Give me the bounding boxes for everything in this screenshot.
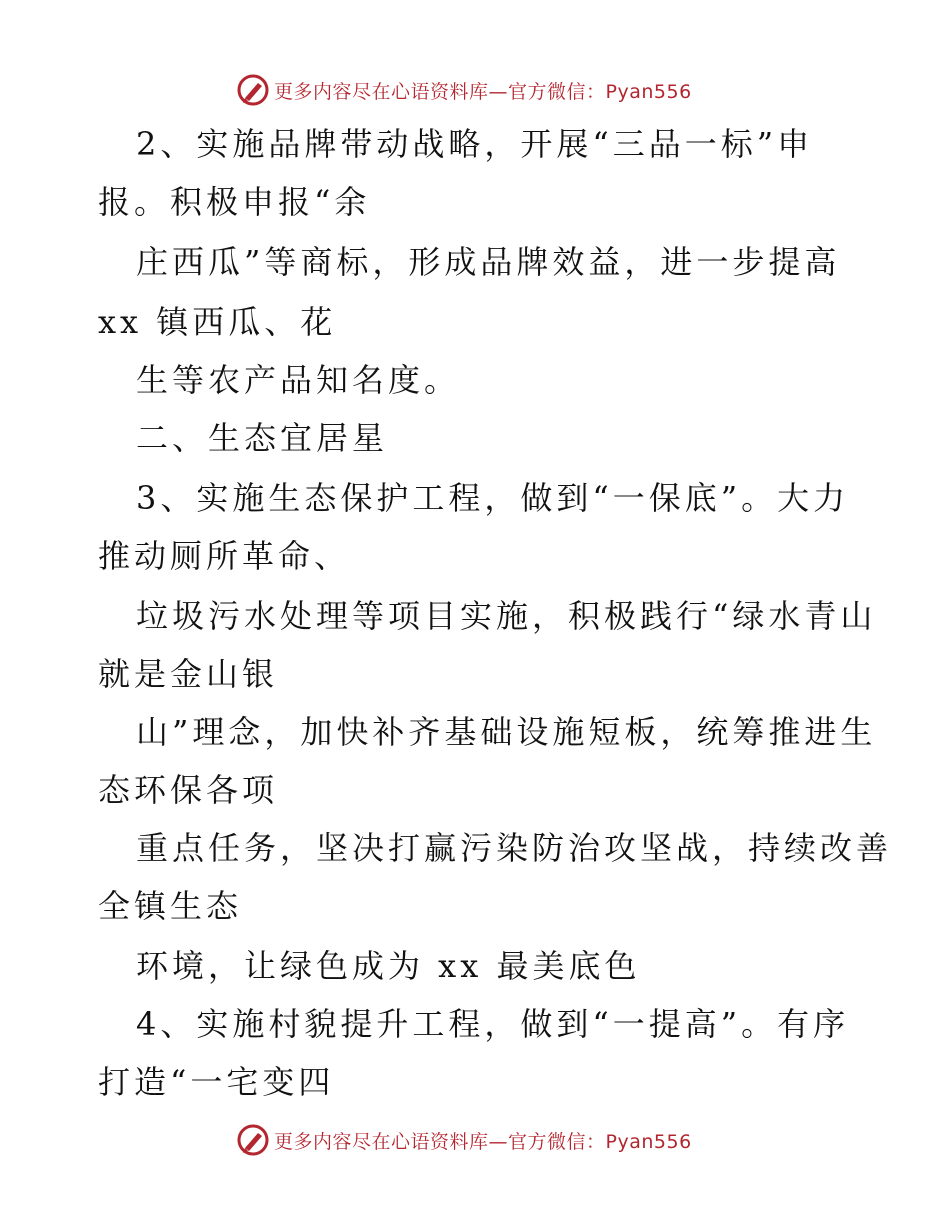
document-line: 打造“一宅变四 bbox=[98, 1063, 335, 1101]
pen-logo-icon bbox=[236, 73, 270, 107]
section-heading: 二、生态宜居星 bbox=[136, 419, 389, 457]
footer-banner-text bbox=[274, 1127, 692, 1154]
document-line: 2、实施品牌带动战略，开展“三品一标”申 bbox=[136, 125, 814, 163]
document-line: 生等农产品知名度。 bbox=[136, 361, 461, 399]
document-line: 山”理念，加快补齐基础设施短板，统筹推进生 bbox=[136, 713, 877, 751]
footer-banner-title: 更多内容尽在心语资料库 bbox=[274, 1130, 489, 1153]
document-line: 全镇生态 bbox=[98, 887, 243, 925]
footer-watermark-banner bbox=[236, 1122, 692, 1158]
document-line: 态环保各项 bbox=[98, 771, 279, 809]
document-line: 4、实施村貌提升工程，做到“一提高”。有序 bbox=[136, 1005, 850, 1043]
pen-logo-icon bbox=[236, 1123, 270, 1157]
footer-banner-separator: — bbox=[488, 1130, 509, 1153]
header-banner-text bbox=[274, 77, 692, 104]
header-wechat-id: Pyan556 bbox=[605, 80, 692, 103]
document-line: 庄西瓜”等商标，形成品牌效益，进一步提高 bbox=[136, 243, 841, 281]
header-banner-title: 更多内容尽在心语资料库 bbox=[274, 80, 489, 103]
header-banner-separator: — bbox=[488, 80, 509, 103]
document-line: 3、实施生态保护工程，做到“一保底”。大力 bbox=[136, 479, 850, 517]
header-official-label: 官方微信： bbox=[508, 80, 606, 103]
footer-official-label: 官方微信： bbox=[508, 1130, 606, 1153]
document-line: 环境，让绿色成为 xx 最美底色 bbox=[136, 947, 641, 985]
document-line: 就是金山银 bbox=[98, 655, 279, 693]
document-line: 推动厕所革命、 bbox=[98, 537, 351, 575]
header-watermark-banner bbox=[236, 72, 692, 108]
footer-wechat-id: Pyan556 bbox=[605, 1130, 692, 1153]
document-line: 重点任务，坚决打赢污染防治攻坚战，持续改善 bbox=[136, 829, 893, 867]
document-line: 垃圾污水处理等项目实施，积极践行“绿水青山 bbox=[136, 597, 877, 635]
document-line: xx 镇西瓜、花 bbox=[98, 303, 337, 341]
document-line: 报。积极申报“余 bbox=[98, 183, 371, 221]
